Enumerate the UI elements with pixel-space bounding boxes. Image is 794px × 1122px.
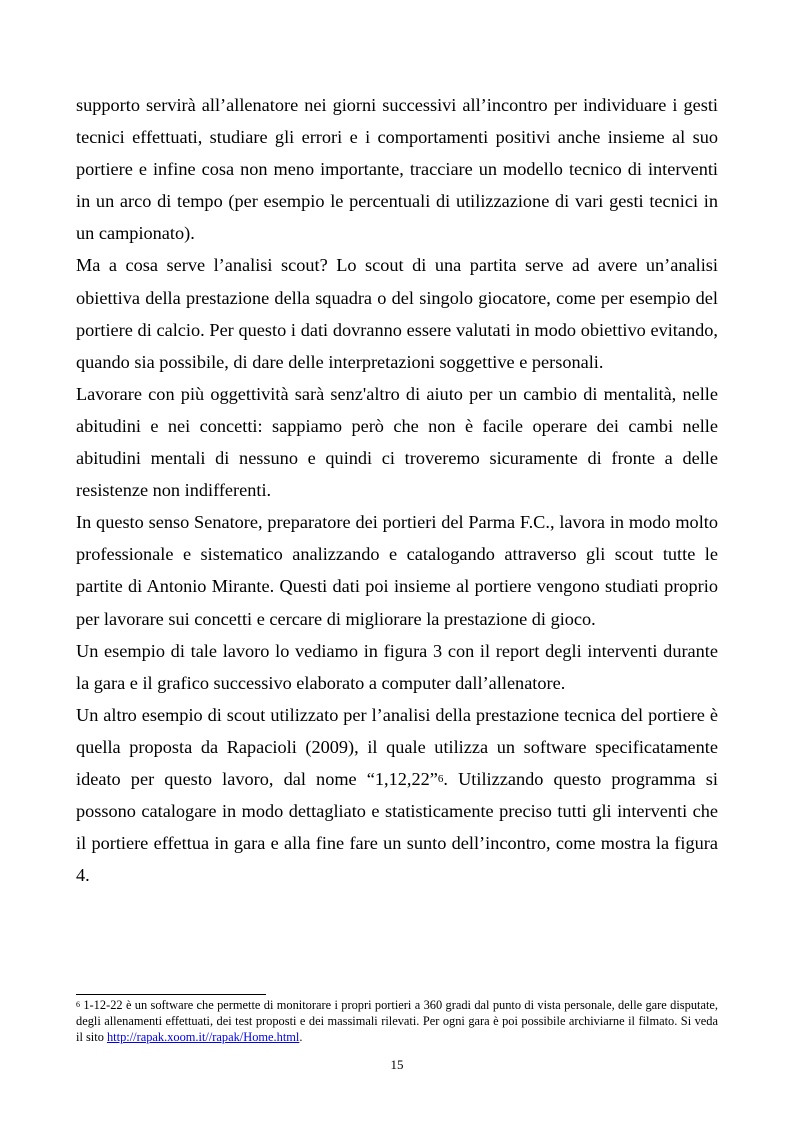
- footnote-text: 1-12-22 è un software che permette di monitorare i propri portieri a 360 gradi dal punto di vista personale, delle gare disputate, degli allenamenti effettuati, dei test proposti e dei massimali rilevati. Per ogni gara è poi possibile archiviarne il filmato. Si veda il sito: [76, 998, 718, 1045]
- footnote-separator: [76, 994, 266, 995]
- footnote-number: 6: [76, 1000, 80, 1009]
- paragraph-2: Ma a cosa serve l’analisi scout? Lo scout di una partita serve ad avere un’analisi obiettiva della prestazione della squadra o del singolo giocatore, come per esempio del portiere di calcio. Per questo i dati dovranno essere valutati in modo obiettivo evitando, quando sia possibile, di dare delle interpretazioni soggettive e personali.: [76, 255, 718, 372]
- body-text: [76, 89, 718, 891]
- paragraph-1: supporto servirà all’allenatore nei giorni successivi all’incontro per individuare i gesti tecnici effettuati, studiare gli errori e i comportamenti positivi anche insieme al suo portiere e infine cosa non meno importante, tracciare un modello tecnico di interventi in un arco di tempo (per esempio le percentuali di utilizzazione di vari gesti tecnici in un campionato).: [76, 95, 718, 244]
- paragraph-5: Un esempio di tale lavoro lo vediamo in figura 3 con il report degli interventi durante la gara e il grafico successivo elaborato a computer dall’allenatore.: [76, 640, 718, 693]
- footnote-link[interactable]: http://rapak.xoom.it//rapak/Home.html: [106, 1030, 300, 1045]
- footnote-reference[interactable]: 6: [437, 772, 444, 785]
- footnote-text-end: .: [299, 1030, 303, 1045]
- paragraph-3: Lavorare con più oggettività sarà senz'altro di aiuto per un cambio di mentalità, nelle abitudini e nei concetti: sappiamo però che non è facile operare dei cambi nelle abitudini mentali di nessuno e quindi ci troveremo sicuramente di fronte a delle resistenze non indifferenti.: [76, 383, 718, 501]
- paragraph-6-text-after: . Utilizzando questo programma si possono catalogare in modo dettagliato e statisticamente preciso tutti gli interventi che il portiere effettua in gara e alla fine fare un sunto dell’incontro, come mostra la figura 4.: [76, 768, 718, 886]
- page-number: 15: [390, 1057, 404, 1072]
- paragraph-6: [76, 699, 718, 892]
- footnote: [76, 997, 718, 1046]
- paragraph-4: In questo senso Senatore, preparatore dei portieri del Parma F.C., lavora in modo molto professionale e sistematico analizzando e catalogando attraverso gli scout tutte le partite di Antonio Mirante. Questi dati poi insieme al portiere vengono studiati proprio per lavorare sui concetti e cercare di migliorare la prestazione di gioco.: [76, 512, 718, 629]
- paragraph-6-text-before: Un altro esempio di scout utilizzato per l’analisi della prestazione tecnica del portiere è quella proposta da Rapacioli (2009), il quale utilizza un software specificatamente ideato per questo lavoro, dal nome “1,12,22”: [76, 704, 718, 789]
